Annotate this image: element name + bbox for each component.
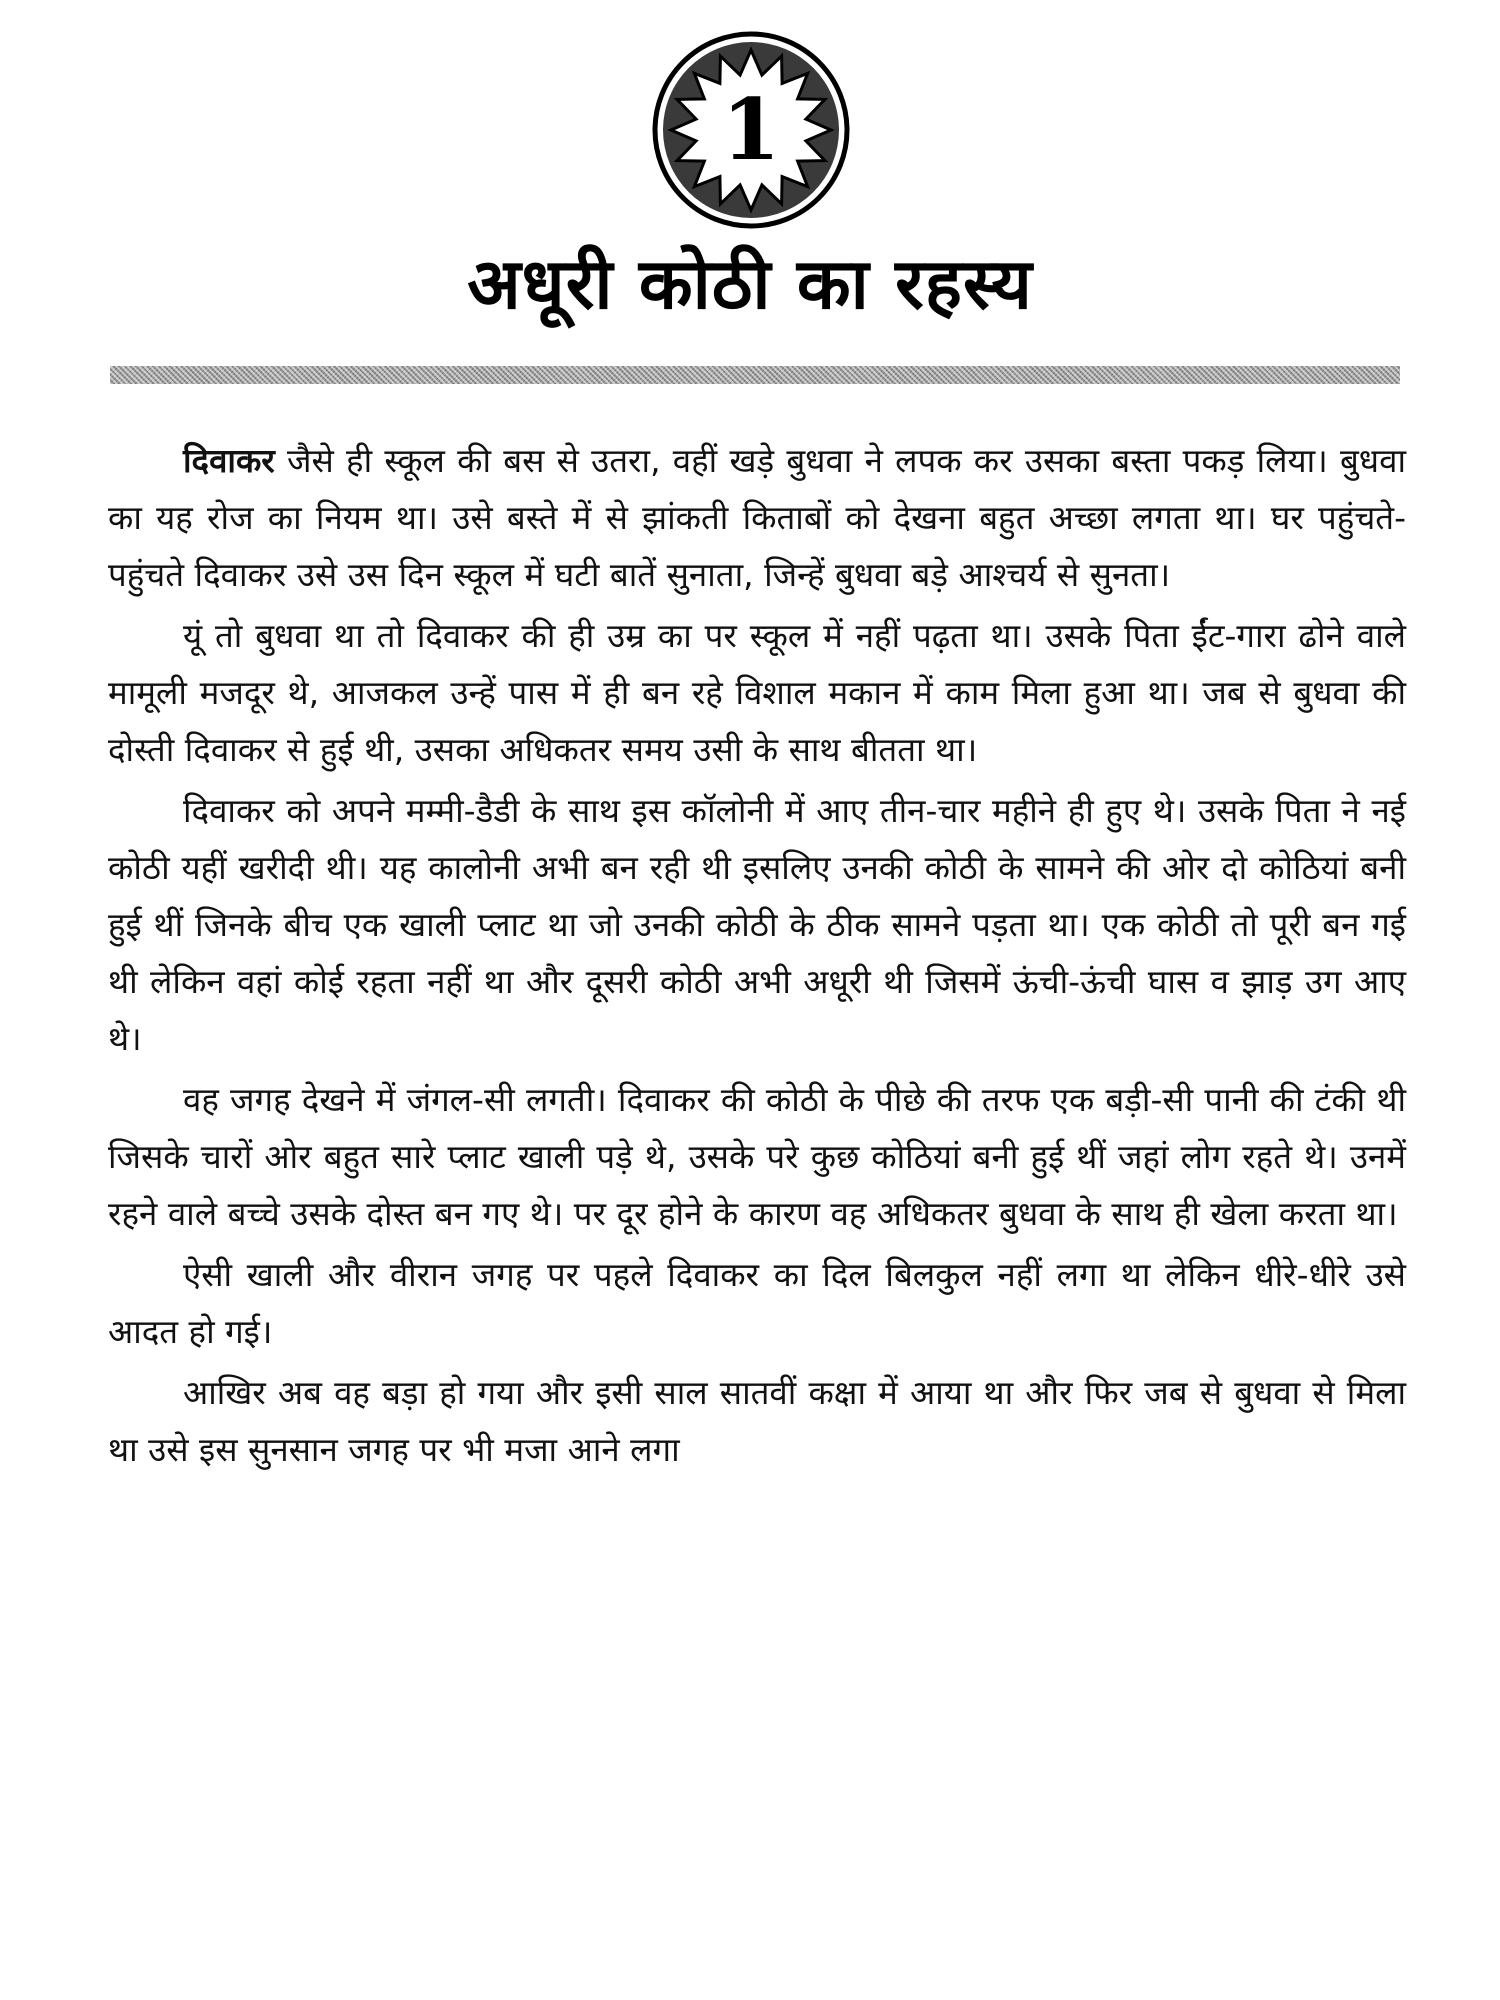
chapter-number: 1 — [721, 80, 781, 179]
paragraph: यूं तो बुधवा था तो दिवाकर की ही उम्र का पर स्कूल में नहीं पढ़ता था। उसके पिता ईंट-गारा ढोने वाले मामूली मजदूर थे, आजकल उन्हें पास में ही बन रहे विशाल मकान में काम मिला हुआ था। जब से बुधवा की दोस्ती दिवाकर से हुई थी, उसका अधिकतर समय उसी के साथ बीतता था। — [108, 616, 1406, 769]
lead-word: दिवाकर — [183, 441, 275, 480]
paragraph: दिवाकर को अपने मम्मी-डैडी के साथ इस कॉलोनी में आए तीन-चार महीने ही हुए थे। उसके पिता ने नई कोठी यहीं खरीदी थी। यह कालोनी अभी बन रही थी इसलिए उनकी कोठी के सामने की ओर दो कोठियां बनी हुई थीं जिनके बीच एक खाली प्लाट था जो उनकी कोठी के ठीक सामने पड़ता था। एक कोठी तो पूरी बन गई थी लेकिन वहां कोई रहता नहीं था और दूसरी कोठी अभी अधूरी थी जिसमें ऊंची-ऊंची घास व झाड़ उग आए थे। — [108, 791, 1406, 1058]
chapter-body — [108, 432, 1406, 1482]
paragraph: आखिर अब वह बड़ा हो गया और इसी साल सातवीं कक्षा में आया था और फिर जब से बुधवा से मिला था उसे इस सुनसान जगह पर भी मजा आने लगा — [108, 1373, 1406, 1469]
paragraph-text: जैसे ही स्कूल की बस से उतरा, वहीं खड़े बुधवा ने लपक कर उसका बस्ता पकड़ लिया। बुधवा का यह रोज का नियम था। उसे बस्ते में से झांकती किताबों को देखना बहुत अच्छा लगता था। घर पहुंचते-पहुंचते दिवाकर उसे उस दिन स्कूल में घटी बातें सुनाता, जिन्हें बुधवा बड़े आश्चर्य से सुनता। — [108, 441, 1406, 594]
chapter-title: अधूरी कोठी का रहस्य — [467, 243, 1033, 325]
paragraph: ऐसी खाली और वीरान जगह पर पहले दिवाकर का दिल बिलकुल नहीं लगा था लेकिन धीरे-धीरे उसे आदत हो गई। — [108, 1255, 1406, 1351]
paragraph: वह जगह देखने में जंगल-सी लगती। दिवाकर की कोठी के पीछे की तरफ एक बड़ी-सी पानी की टंकी थी जिसके चारों ओर बहुत सारे प्लाट खाली पड़े थे, उसके परे कुछ कोठियां बनी हुई थीं जहां लोग रहते थे। उनमें रहने वाले बच्चे उसके दोस्त बन गए थे। पर दूर होने के कारण वह अधिकतर बुधवा के साथ ही खेला करता था। — [108, 1080, 1406, 1233]
paragraph — [108, 432, 1406, 603]
chapter-number-badge — [651, 30, 851, 230]
title-divider — [110, 366, 1400, 384]
